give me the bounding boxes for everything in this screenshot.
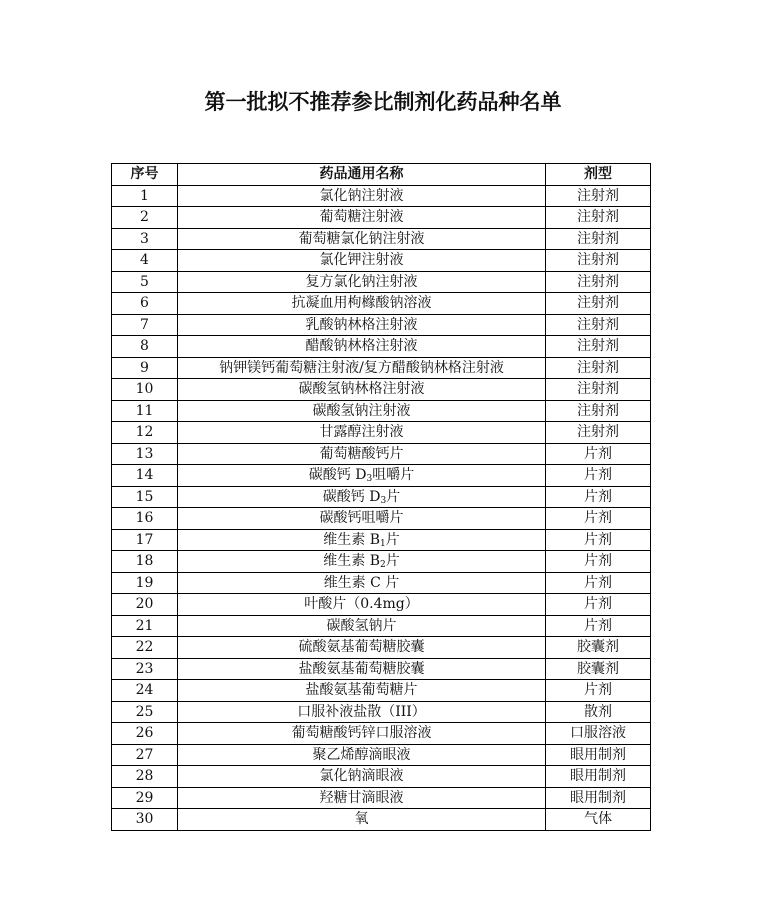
table-row	[112, 594, 651, 616]
table-row	[112, 572, 651, 594]
table-row	[112, 529, 651, 551]
dosage-form: 注射剂	[546, 357, 651, 379]
row-number: 26	[112, 723, 178, 745]
table-row	[112, 228, 651, 250]
drug-name: 氧	[178, 809, 546, 831]
row-number: 23	[112, 658, 178, 680]
table-row	[112, 508, 651, 530]
drug-name: 乳酸钠林格注射液	[178, 314, 546, 336]
dosage-form: 片剂	[546, 594, 651, 616]
table-row	[112, 314, 651, 336]
drug-name: 葡萄糖氯化钠注射液	[178, 228, 546, 250]
row-number: 4	[112, 250, 178, 272]
dosage-form: 眼用制剂	[546, 766, 651, 788]
drug-name-text: 维生素 B	[323, 553, 380, 570]
drug-name: 硫酸氨基葡萄糖胶囊	[178, 637, 546, 659]
table-row	[112, 723, 651, 745]
drug-name	[178, 529, 546, 551]
header-name: 药品通用名称	[178, 164, 546, 186]
dosage-form: 注射剂	[546, 293, 651, 315]
drug-name: 盐酸氨基葡萄糖片	[178, 680, 546, 702]
row-number: 29	[112, 787, 178, 809]
drug-name-suffix: 咀嚼片	[372, 467, 415, 484]
row-number: 17	[112, 529, 178, 551]
table-body	[112, 185, 651, 830]
dosage-form: 注射剂	[546, 250, 651, 272]
drug-name: 羟糖甘滴眼液	[178, 787, 546, 809]
drug-name-subscript: 1	[380, 538, 386, 549]
row-number: 28	[112, 766, 178, 788]
drug-name: 碳酸钙咀嚼片	[178, 508, 546, 530]
drug-name: 醋酸钠林格注射液	[178, 336, 546, 358]
drug-name: 碳酸氢钠注射液	[178, 400, 546, 422]
dosage-form: 注射剂	[546, 314, 651, 336]
dosage-form: 片剂	[546, 680, 651, 702]
table-row	[112, 400, 651, 422]
table-row	[112, 379, 651, 401]
drug-name	[178, 551, 546, 573]
row-number: 15	[112, 486, 178, 508]
row-number: 21	[112, 615, 178, 637]
dosage-form: 注射剂	[546, 228, 651, 250]
dosage-form: 眼用制剂	[546, 787, 651, 809]
row-number: 3	[112, 228, 178, 250]
header-no: 序号	[112, 164, 178, 186]
dosage-form: 口服溶液	[546, 723, 651, 745]
drug-name: 口服补液盐散（III）	[178, 701, 546, 723]
dosage-form: 片剂	[546, 572, 651, 594]
dosage-form: 注射剂	[546, 400, 651, 422]
dosage-form: 片剂	[546, 508, 651, 530]
dosage-form: 片剂	[546, 486, 651, 508]
table-row	[112, 615, 651, 637]
dosage-form: 散剂	[546, 701, 651, 723]
row-number: 13	[112, 443, 178, 465]
drug-name: 聚乙烯醇滴眼液	[178, 744, 546, 766]
drug-name-suffix: 片	[385, 553, 400, 570]
table-row	[112, 766, 651, 788]
drug-name-suffix: 片	[386, 488, 401, 505]
dosage-form: 片剂	[546, 443, 651, 465]
row-number: 2	[112, 207, 178, 229]
table-row	[112, 701, 651, 723]
dosage-form: 片剂	[546, 551, 651, 573]
table-row	[112, 486, 651, 508]
dosage-form: 片剂	[546, 465, 651, 487]
drug-name: 维生素 C 片	[178, 572, 546, 594]
row-number: 30	[112, 809, 178, 831]
drug-name: 葡萄糖酸钙锌口服溶液	[178, 723, 546, 745]
dosage-form: 片剂	[546, 615, 651, 637]
row-number: 18	[112, 551, 178, 573]
drug-name: 氯化钾注射液	[178, 250, 546, 272]
row-number: 6	[112, 293, 178, 315]
row-number: 19	[112, 572, 178, 594]
dosage-form: 眼用制剂	[546, 744, 651, 766]
table-row	[112, 357, 651, 379]
drug-name: 葡萄糖酸钙片	[178, 443, 546, 465]
row-number: 24	[112, 680, 178, 702]
row-number: 22	[112, 637, 178, 659]
drug-name: 钠钾镁钙葡萄糖注射液/复方醋酸钠林格注射液	[178, 357, 546, 379]
row-number: 11	[112, 400, 178, 422]
dosage-form: 注射剂	[546, 422, 651, 444]
table-row	[112, 185, 651, 207]
drug-name: 碳酸氢钠林格注射液	[178, 379, 546, 401]
drug-name: 甘露醇注射液	[178, 422, 546, 444]
table-row	[112, 207, 651, 229]
dosage-form: 注射剂	[546, 379, 651, 401]
row-number: 7	[112, 314, 178, 336]
drug-name-text: 维生素 B	[323, 531, 380, 548]
drug-name-suffix: 片	[385, 531, 400, 548]
drug-name	[178, 465, 546, 487]
row-number: 12	[112, 422, 178, 444]
row-number: 20	[112, 594, 178, 616]
table-row	[112, 443, 651, 465]
table-header-row	[112, 164, 651, 186]
dosage-form: 注射剂	[546, 185, 651, 207]
drug-name	[178, 486, 546, 508]
table-row	[112, 293, 651, 315]
table-row	[112, 744, 651, 766]
dosage-form: 片剂	[546, 529, 651, 551]
drug-name: 叶酸片（0.4mg）	[178, 594, 546, 616]
drug-name-text: 碳酸钙 D	[308, 467, 367, 484]
table-row	[112, 658, 651, 680]
dosage-form: 注射剂	[546, 271, 651, 293]
document-title: 第一批拟不推荐参比制剂化药品种名单	[204, 90, 562, 114]
table-row	[112, 637, 651, 659]
drug-list-table	[111, 163, 651, 831]
row-number: 9	[112, 357, 178, 379]
drug-name: 复方氯化钠注射液	[178, 271, 546, 293]
drug-name: 氯化钠滴眼液	[178, 766, 546, 788]
table-row	[112, 250, 651, 272]
dosage-form: 注射剂	[546, 336, 651, 358]
drug-name-subscript: 3	[366, 474, 373, 485]
table-row	[112, 809, 651, 831]
drug-name-subscript: 3	[380, 495, 387, 506]
table-row	[112, 271, 651, 293]
header-form: 剂型	[546, 164, 651, 186]
drug-name: 盐酸氨基葡萄糖胶囊	[178, 658, 546, 680]
dosage-form: 胶囊剂	[546, 658, 651, 680]
row-number: 27	[112, 744, 178, 766]
drug-name-subscript: 2	[380, 560, 386, 571]
row-number: 8	[112, 336, 178, 358]
table-row	[112, 422, 651, 444]
row-number: 16	[112, 508, 178, 530]
row-number: 25	[112, 701, 178, 723]
dosage-form: 注射剂	[546, 207, 651, 229]
table-row	[112, 465, 651, 487]
table-row	[112, 551, 651, 573]
row-number: 14	[112, 465, 178, 487]
drug-name: 氯化钠注射液	[178, 185, 546, 207]
row-number: 10	[112, 379, 178, 401]
drug-name: 葡萄糖注射液	[178, 207, 546, 229]
table-row	[112, 787, 651, 809]
drug-name: 抗凝血用枸橼酸钠溶液	[178, 293, 546, 315]
dosage-form: 气体	[546, 809, 651, 831]
row-number: 1	[112, 185, 178, 207]
table-row	[112, 336, 651, 358]
drug-name: 碳酸氢钠片	[178, 615, 546, 637]
dosage-form: 胶囊剂	[546, 637, 651, 659]
drug-name-text: 碳酸钙 D	[322, 488, 381, 505]
table-row	[112, 680, 651, 702]
row-number: 5	[112, 271, 178, 293]
